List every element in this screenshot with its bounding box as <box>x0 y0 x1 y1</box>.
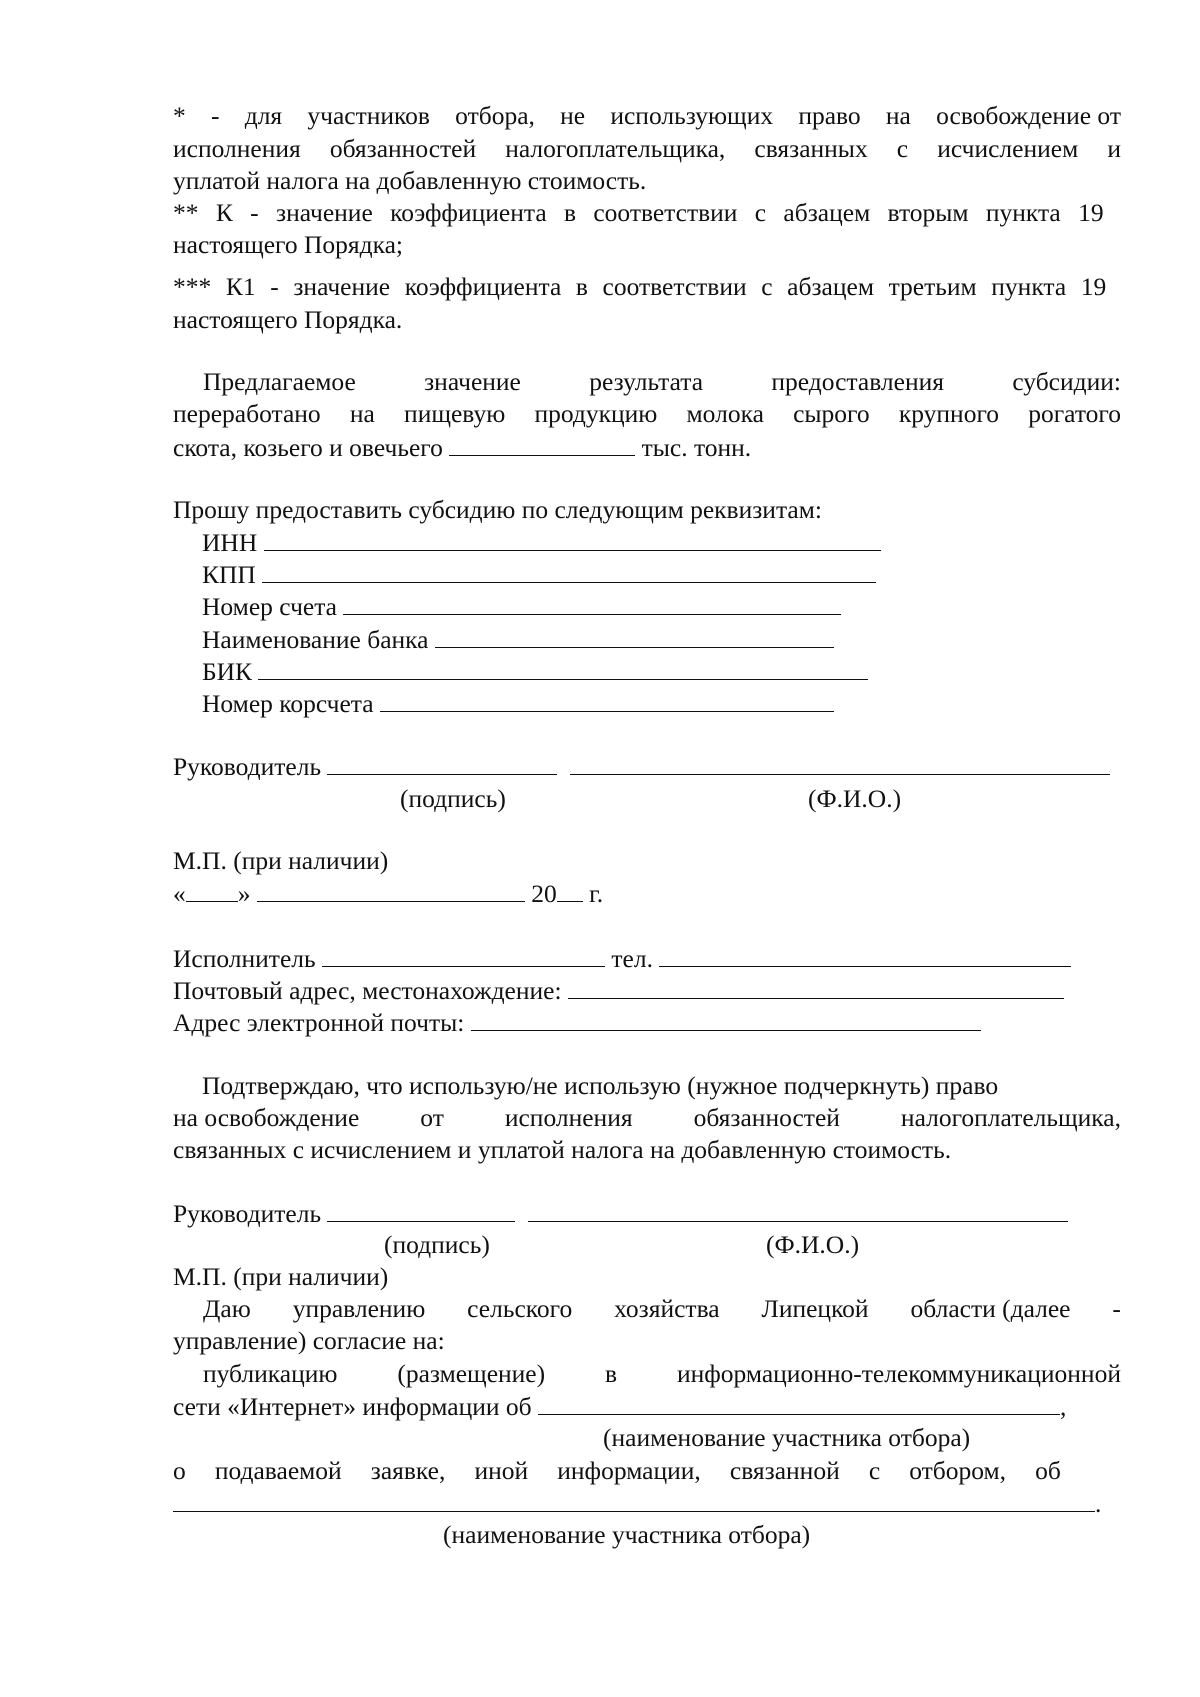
email-field[interactable] <box>471 1006 981 1031</box>
footnote-3-line-1: *** К1 - значение коэффициента в соответствии с абзацем третьим пункта 19 <box>173 272 1107 301</box>
result-value-field[interactable] <box>449 431 635 456</box>
inn-label: ИНН <box>202 528 258 557</box>
head-label-2: Руководитель <box>173 1199 322 1228</box>
bank-row <box>202 623 834 657</box>
consent-line-3: публикацию (размещение) в информационно-телекоммуникационной <box>203 1359 1121 1388</box>
result-line-2: переработано на пищевую продукцию молока сырого крупного рогатого <box>173 399 1121 428</box>
confirm-line-2: на освобождение от исполнения обязанностей налогоплательщика, <box>173 1103 1121 1132</box>
signature-1-sign-field[interactable] <box>327 750 557 775</box>
bank-label: Наименование банка <box>202 625 429 654</box>
signature-2-row <box>173 1197 1068 1231</box>
bik-label: БИК <box>202 657 253 686</box>
executor-label: Исполнитель <box>173 944 316 973</box>
corr-account-row <box>202 687 834 721</box>
signature-2-name-caption: (Ф.И.О.) <box>766 1230 860 1259</box>
participant-name-row-2: . <box>173 1487 1101 1521</box>
corr-account-label: Номер корсчета <box>202 689 374 718</box>
consent-line-1: Даю управлению сельского хозяйства Липецкой области (далее - <box>203 1294 1121 1323</box>
confirm-line-3: связанных с исчислением и уплатой налога на добавленную стоимость. <box>173 1135 952 1164</box>
bik-field[interactable] <box>258 655 868 680</box>
requisites-intro: Прошу предоставить субсидию по следующим реквизитам: <box>173 495 822 524</box>
corr-account-field[interactable] <box>380 687 834 712</box>
participant-name-field-1[interactable] <box>538 1390 1060 1415</box>
inn-row <box>202 526 881 560</box>
confirm-line-1: Подтверждаю, что использую/не использую (нужное подчеркнуть) право <box>202 1071 999 1100</box>
address-field[interactable] <box>568 974 1064 999</box>
signature-1-sign-caption: (подпись) <box>400 784 506 813</box>
signature-2-name-field[interactable] <box>528 1197 1068 1222</box>
footnote-2-line-2: настоящего Порядка; <box>173 230 404 259</box>
email-row <box>173 1006 981 1040</box>
phone-field[interactable] <box>659 942 1071 967</box>
consent-line-5: о подаваемой заявке, иной информации, связанной с отбором, об <box>173 1456 1061 1485</box>
footnote-3-line-2: настоящего Порядка. <box>173 305 403 334</box>
date-month-field[interactable] <box>257 877 525 902</box>
participant-caption-1: (наименование участника отбора) <box>603 1423 971 1452</box>
bank-field[interactable] <box>435 623 834 648</box>
kpp-field[interactable] <box>262 558 876 583</box>
phone-label: тел. <box>611 944 653 973</box>
footnote-1-line-1: * - для участников отбора, не использующих право на освобождение от <box>173 101 1121 130</box>
stamp-note-1: М.П. (при наличии) <box>173 846 389 875</box>
footnote-2-line-1: ** К - значение коэффициента в соответствии с абзацем вторым пункта 19 <box>173 198 1104 227</box>
address-label: Почтовый адрес, местонахождение: <box>173 976 562 1005</box>
footnote-1-line-3: уплатой налога на добавленную стоимость. <box>173 166 647 195</box>
participant-name-field-2[interactable] <box>173 1487 1095 1512</box>
date-day-field[interactable] <box>186 877 238 902</box>
head-label: Руководитель <box>173 752 322 781</box>
stamp-note-2: М.П. (при наличии) <box>173 1262 389 1291</box>
signature-2-sign-caption: (подпись) <box>384 1230 490 1259</box>
footnote-1-line-2: исполнения обязанностей налогоплательщика, связанных с исчислением и <box>173 134 1121 163</box>
signature-1-row <box>173 750 1110 784</box>
account-field[interactable] <box>343 590 841 615</box>
consent-line-2: управление) согласие на: <box>173 1326 445 1355</box>
result-line-3: скота, козьего и овечьего тыс. тонн. <box>173 433 752 462</box>
participant-caption-2: (наименование участника отбора) <box>443 1520 811 1549</box>
address-row <box>173 974 1064 1008</box>
signature-1-name-caption: (Ф.И.О.) <box>808 784 902 813</box>
consent-line-4: сети «Интернет» информации об , <box>173 1392 1067 1421</box>
account-row <box>202 590 841 624</box>
inn-field[interactable] <box>264 526 881 551</box>
signature-2-sign-field[interactable] <box>327 1197 515 1222</box>
kpp-row <box>202 558 876 592</box>
date-row: « » 20 г. <box>173 879 604 908</box>
email-label: Адрес электронной почты: <box>173 1008 465 1037</box>
signature-1-name-field[interactable] <box>570 750 1110 775</box>
bik-row <box>202 655 868 689</box>
executor-row <box>173 942 1071 976</box>
date-year-field[interactable] <box>557 877 583 902</box>
kpp-label: КПП <box>202 560 256 589</box>
account-label: Номер счета <box>202 592 337 621</box>
executor-field[interactable] <box>322 942 605 967</box>
result-line-1: Предлагаемое значение результата предоставления субсидии: <box>203 367 1121 396</box>
